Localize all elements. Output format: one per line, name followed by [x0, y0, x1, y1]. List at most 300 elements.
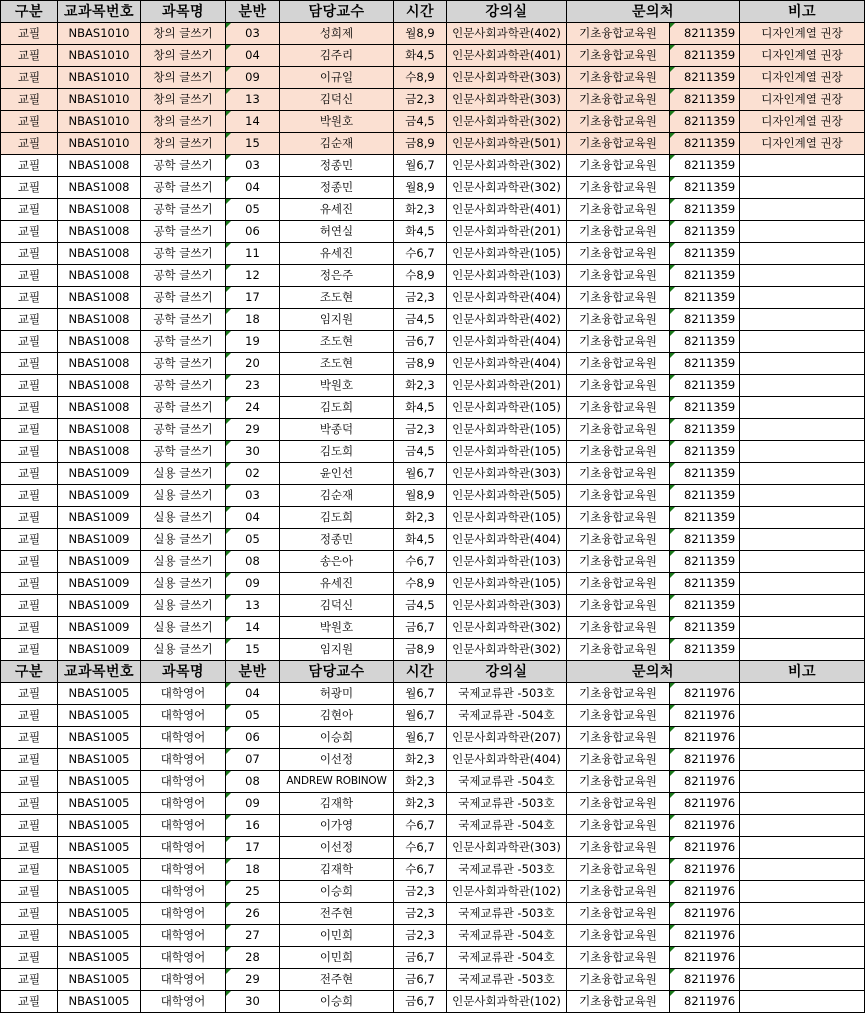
contact-office-cell: 기초융합교육원 — [567, 793, 670, 815]
classroom-cell: 국제교류관 -504호 — [447, 947, 567, 969]
category-cell: 교필 — [1, 23, 58, 45]
course-code-cell: NBAS1010 — [58, 23, 141, 45]
note-cell — [740, 727, 865, 749]
note-cell — [740, 419, 865, 441]
header-note: 비고 — [740, 1, 865, 23]
table-row — [1, 969, 865, 991]
classroom-cell: 인문사회과학관(103) — [447, 265, 567, 287]
category-cell: 교필 — [1, 155, 58, 177]
section-cell: 09 — [226, 573, 280, 595]
contact-phone-cell: 8211359 — [670, 89, 740, 111]
professor-cell: 김주리 — [280, 45, 394, 67]
professor-cell: 임지원 — [280, 309, 394, 331]
section-cell: 03 — [226, 485, 280, 507]
contact-office-cell: 기초융합교육원 — [567, 287, 670, 309]
table-row — [1, 463, 865, 485]
note-cell — [740, 529, 865, 551]
classroom-cell: 인문사회과학관(302) — [447, 155, 567, 177]
contact-phone-cell: 8211359 — [670, 639, 740, 661]
contact-phone-cell: 8211359 — [670, 133, 740, 155]
note-cell — [740, 287, 865, 309]
category-cell: 교필 — [1, 265, 58, 287]
time-cell: 금4,5 — [394, 309, 447, 331]
classroom-cell: 국제교류관 -504호 — [447, 705, 567, 727]
professor-cell: 이승희 — [280, 991, 394, 1013]
contact-office-cell: 기초융합교육원 — [567, 485, 670, 507]
contact-office-cell: 기초융합교육원 — [567, 155, 670, 177]
contact-phone-cell: 8211359 — [670, 287, 740, 309]
time-cell: 화2,3 — [394, 199, 447, 221]
note-cell — [740, 947, 865, 969]
note-cell — [740, 507, 865, 529]
course-code-cell: NBAS1008 — [58, 419, 141, 441]
course-name-cell: 대학영어 — [141, 969, 226, 991]
professor-cell: 정종민 — [280, 155, 394, 177]
course-code-cell: NBAS1010 — [58, 45, 141, 67]
course-name-cell: 공학 글쓰기 — [141, 419, 226, 441]
course-code-cell: NBAS1009 — [58, 595, 141, 617]
section-cell: 23 — [226, 375, 280, 397]
professor-cell: 정종민 — [280, 177, 394, 199]
category-cell: 교필 — [1, 463, 58, 485]
time-cell: 금8,9 — [394, 133, 447, 155]
course-code-cell: NBAS1008 — [58, 441, 141, 463]
contact-phone-cell: 8211359 — [670, 155, 740, 177]
category-cell: 교필 — [1, 353, 58, 375]
course-code-cell: NBAS1009 — [58, 573, 141, 595]
classroom-cell: 국제교류관 -503호 — [447, 683, 567, 705]
category-cell: 교필 — [1, 441, 58, 463]
table-row — [1, 375, 865, 397]
course-code-cell: NBAS1005 — [58, 683, 141, 705]
note-cell — [740, 485, 865, 507]
time-cell: 화2,3 — [394, 375, 447, 397]
classroom-cell: 인문사회과학관(303) — [447, 89, 567, 111]
header-note: 비고 — [740, 661, 865, 683]
time-cell: 수6,7 — [394, 859, 447, 881]
classroom-cell: 인문사회과학관(302) — [447, 617, 567, 639]
header-classroom: 강의실 — [447, 1, 567, 23]
table-row — [1, 573, 865, 595]
category-cell: 교필 — [1, 771, 58, 793]
section-cell: 13 — [226, 89, 280, 111]
professor-cell: 박원호 — [280, 617, 394, 639]
professor-cell: 김도희 — [280, 507, 394, 529]
classroom-cell: 국제교류관 -504호 — [447, 771, 567, 793]
course-name-cell: 대학영어 — [141, 749, 226, 771]
course-code-cell: NBAS1005 — [58, 815, 141, 837]
contact-phone-cell: 8211359 — [670, 45, 740, 67]
contact-phone-cell: 8211359 — [670, 375, 740, 397]
table-row — [1, 727, 865, 749]
course-name-cell: 공학 글쓰기 — [141, 199, 226, 221]
contact-phone-cell: 8211359 — [670, 441, 740, 463]
professor-cell: 전주현 — [280, 969, 394, 991]
category-cell: 교필 — [1, 67, 58, 89]
course-name-cell: 공학 글쓰기 — [141, 309, 226, 331]
classroom-cell: 인문사회과학관(401) — [447, 45, 567, 67]
time-cell: 화2,3 — [394, 749, 447, 771]
course-name-cell: 실용 글쓰기 — [141, 595, 226, 617]
course-code-cell: NBAS1005 — [58, 705, 141, 727]
note-cell — [740, 199, 865, 221]
professor-cell: 윤인선 — [280, 463, 394, 485]
course-name-cell: 대학영어 — [141, 903, 226, 925]
course-code-cell: NBAS1008 — [58, 287, 141, 309]
contact-phone-cell: 8211976 — [670, 705, 740, 727]
note-cell — [740, 617, 865, 639]
professor-cell: 성희제 — [280, 23, 394, 45]
course-code-cell: NBAS1010 — [58, 67, 141, 89]
section-cell: 25 — [226, 881, 280, 903]
category-cell: 교필 — [1, 133, 58, 155]
course-name-cell: 공학 글쓰기 — [141, 353, 226, 375]
note-cell — [740, 881, 865, 903]
classroom-cell: 인문사회과학관(402) — [447, 23, 567, 45]
contact-office-cell: 기초융합교육원 — [567, 419, 670, 441]
contact-office-cell: 기초융합교육원 — [567, 375, 670, 397]
contact-office-cell: 기초융합교육원 — [567, 243, 670, 265]
course-name-cell: 공학 글쓰기 — [141, 243, 226, 265]
contact-office-cell: 기초융합교육원 — [567, 969, 670, 991]
note-cell: 디자인계열 권장 — [740, 23, 865, 45]
professor-cell: 정종민 — [280, 529, 394, 551]
category-cell: 교필 — [1, 595, 58, 617]
note-cell — [740, 793, 865, 815]
contact-office-cell: 기초융합교육원 — [567, 89, 670, 111]
course-code-cell: NBAS1008 — [58, 353, 141, 375]
contact-phone-cell: 8211359 — [670, 67, 740, 89]
course-name-cell: 공학 글쓰기 — [141, 375, 226, 397]
table-body — [1, 23, 865, 661]
classroom-cell: 인문사회과학관(302) — [447, 111, 567, 133]
course-name-cell: 실용 글쓰기 — [141, 551, 226, 573]
header-professor: 담당교수 — [280, 1, 394, 23]
table-row — [1, 441, 865, 463]
table-row — [1, 199, 865, 221]
section-cell: 04 — [226, 177, 280, 199]
course-code-cell: NBAS1005 — [58, 947, 141, 969]
category-cell: 교필 — [1, 991, 58, 1013]
contact-office-cell: 기초융합교육원 — [567, 991, 670, 1013]
contact-phone-cell: 8211359 — [670, 463, 740, 485]
course-sheet-section-2 — [0, 660, 865, 1013]
contact-phone-cell: 8211976 — [670, 859, 740, 881]
contact-phone-cell: 8211359 — [670, 243, 740, 265]
classroom-cell: 국제교류관 -504호 — [447, 925, 567, 947]
professor-cell: 임지원 — [280, 639, 394, 661]
table-row — [1, 551, 865, 573]
contact-office-cell: 기초융합교육원 — [567, 749, 670, 771]
category-cell: 교필 — [1, 111, 58, 133]
contact-office-cell: 기초융합교육원 — [567, 133, 670, 155]
contact-phone-cell: 8211359 — [670, 551, 740, 573]
contact-phone-cell: 8211359 — [670, 529, 740, 551]
note-cell: 디자인계열 권장 — [740, 89, 865, 111]
category-cell: 교필 — [1, 199, 58, 221]
table-row — [1, 683, 865, 705]
section-cell: 04 — [226, 683, 280, 705]
section-cell: 18 — [226, 309, 280, 331]
section-cell: 07 — [226, 749, 280, 771]
header-course-name: 과목명 — [141, 661, 226, 683]
course-name-cell: 창의 글쓰기 — [141, 45, 226, 67]
contact-office-cell: 기초융합교육원 — [567, 23, 670, 45]
classroom-cell: 인문사회과학관(404) — [447, 287, 567, 309]
course-name-cell: 대학영어 — [141, 925, 226, 947]
time-cell: 수6,7 — [394, 815, 447, 837]
note-cell — [740, 551, 865, 573]
section-cell: 05 — [226, 529, 280, 551]
contact-phone-cell: 8211359 — [670, 573, 740, 595]
contact-phone-cell: 8211359 — [670, 199, 740, 221]
course-name-cell: 실용 글쓰기 — [141, 617, 226, 639]
section-cell: 30 — [226, 991, 280, 1013]
course-code-cell: NBAS1005 — [58, 771, 141, 793]
table-row — [1, 595, 865, 617]
course-name-cell: 공학 글쓰기 — [141, 287, 226, 309]
contact-office-cell: 기초융합교육원 — [567, 859, 670, 881]
header-contact-office: 문의처 — [567, 661, 740, 683]
section-cell: 05 — [226, 705, 280, 727]
course-name-cell: 공학 글쓰기 — [141, 265, 226, 287]
category-cell: 교필 — [1, 45, 58, 67]
course-name-cell: 공학 글쓰기 — [141, 177, 226, 199]
professor-cell: 이민희 — [280, 947, 394, 969]
table-row — [1, 903, 865, 925]
course-name-cell: 대학영어 — [141, 771, 226, 793]
time-cell: 수8,9 — [394, 67, 447, 89]
classroom-cell: 인문사회과학관(505) — [447, 485, 567, 507]
professor-cell: 이승희 — [280, 881, 394, 903]
header-category: 구분 — [1, 1, 58, 23]
category-cell: 교필 — [1, 309, 58, 331]
time-cell: 금8,9 — [394, 639, 447, 661]
contact-phone-cell: 8211359 — [670, 309, 740, 331]
header-course-name: 과목명 — [141, 1, 226, 23]
note-cell — [740, 969, 865, 991]
time-cell: 금6,7 — [394, 947, 447, 969]
table-row — [1, 221, 865, 243]
classroom-cell: 인문사회과학관(105) — [447, 441, 567, 463]
contact-phone-cell: 8211359 — [670, 353, 740, 375]
section-cell: 15 — [226, 133, 280, 155]
contact-phone-cell: 8211359 — [670, 23, 740, 45]
note-cell — [740, 375, 865, 397]
table-row — [1, 617, 865, 639]
contact-phone-cell: 8211359 — [670, 111, 740, 133]
note-cell — [740, 573, 865, 595]
course-name-cell: 대학영어 — [141, 727, 226, 749]
category-cell: 교필 — [1, 727, 58, 749]
section-cell: 17 — [226, 837, 280, 859]
course-code-cell: NBAS1008 — [58, 199, 141, 221]
time-cell: 수6,7 — [394, 551, 447, 573]
section-cell: 02 — [226, 463, 280, 485]
classroom-cell: 인문사회과학관(401) — [447, 199, 567, 221]
contact-office-cell: 기초융합교육원 — [567, 507, 670, 529]
note-cell — [740, 331, 865, 353]
course-code-cell: NBAS1010 — [58, 89, 141, 111]
contact-office-cell: 기초융합교육원 — [567, 595, 670, 617]
professor-cell: 조도현 — [280, 353, 394, 375]
table-row — [1, 947, 865, 969]
note-cell — [740, 771, 865, 793]
contact-office-cell: 기초융합교육원 — [567, 111, 670, 133]
section-cell: 24 — [226, 397, 280, 419]
category-cell: 교필 — [1, 639, 58, 661]
course-name-cell: 실용 글쓰기 — [141, 529, 226, 551]
category-cell: 교필 — [1, 573, 58, 595]
course-code-cell: NBAS1008 — [58, 265, 141, 287]
course-name-cell: 대학영어 — [141, 837, 226, 859]
classroom-cell: 국제교류관 -503호 — [447, 793, 567, 815]
category-cell: 교필 — [1, 485, 58, 507]
course-name-cell: 대학영어 — [141, 859, 226, 881]
section-cell: 28 — [226, 947, 280, 969]
category-cell: 교필 — [1, 903, 58, 925]
note-cell — [740, 639, 865, 661]
contact-phone-cell: 8211976 — [670, 793, 740, 815]
contact-phone-cell: 8211359 — [670, 419, 740, 441]
classroom-cell: 인문사회과학관(303) — [447, 67, 567, 89]
course-name-cell: 창의 글쓰기 — [141, 133, 226, 155]
header-time: 시간 — [394, 661, 447, 683]
classroom-cell: 인문사회과학관(201) — [447, 375, 567, 397]
course-name-cell: 공학 글쓰기 — [141, 397, 226, 419]
table-row — [1, 353, 865, 375]
note-cell — [740, 595, 865, 617]
course-name-cell: 대학영어 — [141, 815, 226, 837]
classroom-cell: 인문사회과학관(404) — [447, 529, 567, 551]
section-cell: 03 — [226, 155, 280, 177]
table-row — [1, 507, 865, 529]
table-row — [1, 67, 865, 89]
professor-cell: 김현아 — [280, 705, 394, 727]
header-category: 구분 — [1, 661, 58, 683]
time-cell: 금2,3 — [394, 419, 447, 441]
table-row — [1, 529, 865, 551]
section-cell: 29 — [226, 969, 280, 991]
contact-office-cell: 기초융합교육원 — [567, 551, 670, 573]
course-code-cell: NBAS1009 — [58, 551, 141, 573]
professor-cell: 김도희 — [280, 441, 394, 463]
course-name-cell: 공학 글쓰기 — [141, 221, 226, 243]
contact-office-cell: 기초융합교육원 — [567, 881, 670, 903]
classroom-cell: 인문사회과학관(207) — [447, 727, 567, 749]
time-cell: 화4,5 — [394, 397, 447, 419]
table-row — [1, 287, 865, 309]
table-row — [1, 837, 865, 859]
professor-cell: 이민희 — [280, 925, 394, 947]
contact-phone-cell: 8211976 — [670, 903, 740, 925]
professor-cell: 이승희 — [280, 727, 394, 749]
classroom-cell: 인문사회과학관(105) — [447, 507, 567, 529]
contact-office-cell: 기초융합교육원 — [567, 727, 670, 749]
course-code-cell: NBAS1005 — [58, 793, 141, 815]
contact-office-cell: 기초융합교육원 — [567, 67, 670, 89]
section-cell: 20 — [226, 353, 280, 375]
contact-phone-cell: 8211359 — [670, 507, 740, 529]
course-code-cell: NBAS1010 — [58, 111, 141, 133]
course-code-cell: NBAS1005 — [58, 969, 141, 991]
section-cell: 19 — [226, 331, 280, 353]
contact-office-cell: 기초융합교육원 — [567, 177, 670, 199]
table-row — [1, 89, 865, 111]
course-name-cell: 공학 글쓰기 — [141, 331, 226, 353]
category-cell: 교필 — [1, 507, 58, 529]
classroom-cell: 인문사회과학관(105) — [447, 397, 567, 419]
section-cell: 09 — [226, 67, 280, 89]
course-code-cell: NBAS1005 — [58, 881, 141, 903]
professor-cell: 김재학 — [280, 793, 394, 815]
time-cell: 금8,9 — [394, 353, 447, 375]
note-cell — [740, 177, 865, 199]
category-cell: 교필 — [1, 837, 58, 859]
category-cell: 교필 — [1, 397, 58, 419]
course-code-cell: NBAS1005 — [58, 749, 141, 771]
time-cell: 금6,7 — [394, 969, 447, 991]
note-cell — [740, 265, 865, 287]
classroom-cell: 인문사회과학관(402) — [447, 309, 567, 331]
contact-office-cell: 기초융합교육원 — [567, 771, 670, 793]
course-code-cell: NBAS1005 — [58, 859, 141, 881]
course-code-cell: NBAS1008 — [58, 309, 141, 331]
table-row — [1, 925, 865, 947]
time-cell: 월8,9 — [394, 485, 447, 507]
contact-phone-cell: 8211359 — [670, 617, 740, 639]
note-cell: 디자인계열 권장 — [740, 45, 865, 67]
table-row — [1, 705, 865, 727]
contact-office-cell: 기초융합교육원 — [567, 265, 670, 287]
time-cell: 화4,5 — [394, 45, 447, 67]
contact-office-cell: 기초융합교육원 — [567, 617, 670, 639]
category-cell: 교필 — [1, 89, 58, 111]
table-row — [1, 177, 865, 199]
contact-office-cell: 기초융합교육원 — [567, 397, 670, 419]
time-cell: 금4,5 — [394, 595, 447, 617]
header-row — [1, 1, 865, 23]
time-cell: 화4,5 — [394, 529, 447, 551]
contact-office-cell: 기초융합교육원 — [567, 639, 670, 661]
course-name-cell: 공학 글쓰기 — [141, 441, 226, 463]
table-row — [1, 881, 865, 903]
section-cell: 06 — [226, 221, 280, 243]
contact-phone-cell: 8211976 — [670, 683, 740, 705]
section-cell: 03 — [226, 23, 280, 45]
classroom-cell: 인문사회과학관(102) — [447, 881, 567, 903]
classroom-cell: 국제교류관 -503호 — [447, 969, 567, 991]
course-name-cell: 대학영어 — [141, 705, 226, 727]
note-cell — [740, 353, 865, 375]
contact-phone-cell: 8211976 — [670, 771, 740, 793]
note-cell — [740, 683, 865, 705]
time-cell: 월6,7 — [394, 683, 447, 705]
classroom-cell: 인문사회과학관(404) — [447, 749, 567, 771]
course-name-cell: 대학영어 — [141, 683, 226, 705]
contact-phone-cell: 8211359 — [670, 485, 740, 507]
time-cell: 월8,9 — [394, 177, 447, 199]
course-name-cell: 공학 글쓰기 — [141, 155, 226, 177]
contact-phone-cell: 8211976 — [670, 925, 740, 947]
table-row — [1, 265, 865, 287]
classroom-cell: 국제교류관 -503호 — [447, 903, 567, 925]
course-name-cell: 대학영어 — [141, 947, 226, 969]
category-cell: 교필 — [1, 925, 58, 947]
classroom-cell: 인문사회과학관(105) — [447, 573, 567, 595]
note-cell: 디자인계열 권장 — [740, 133, 865, 155]
professor-cell: 이선정 — [280, 749, 394, 771]
